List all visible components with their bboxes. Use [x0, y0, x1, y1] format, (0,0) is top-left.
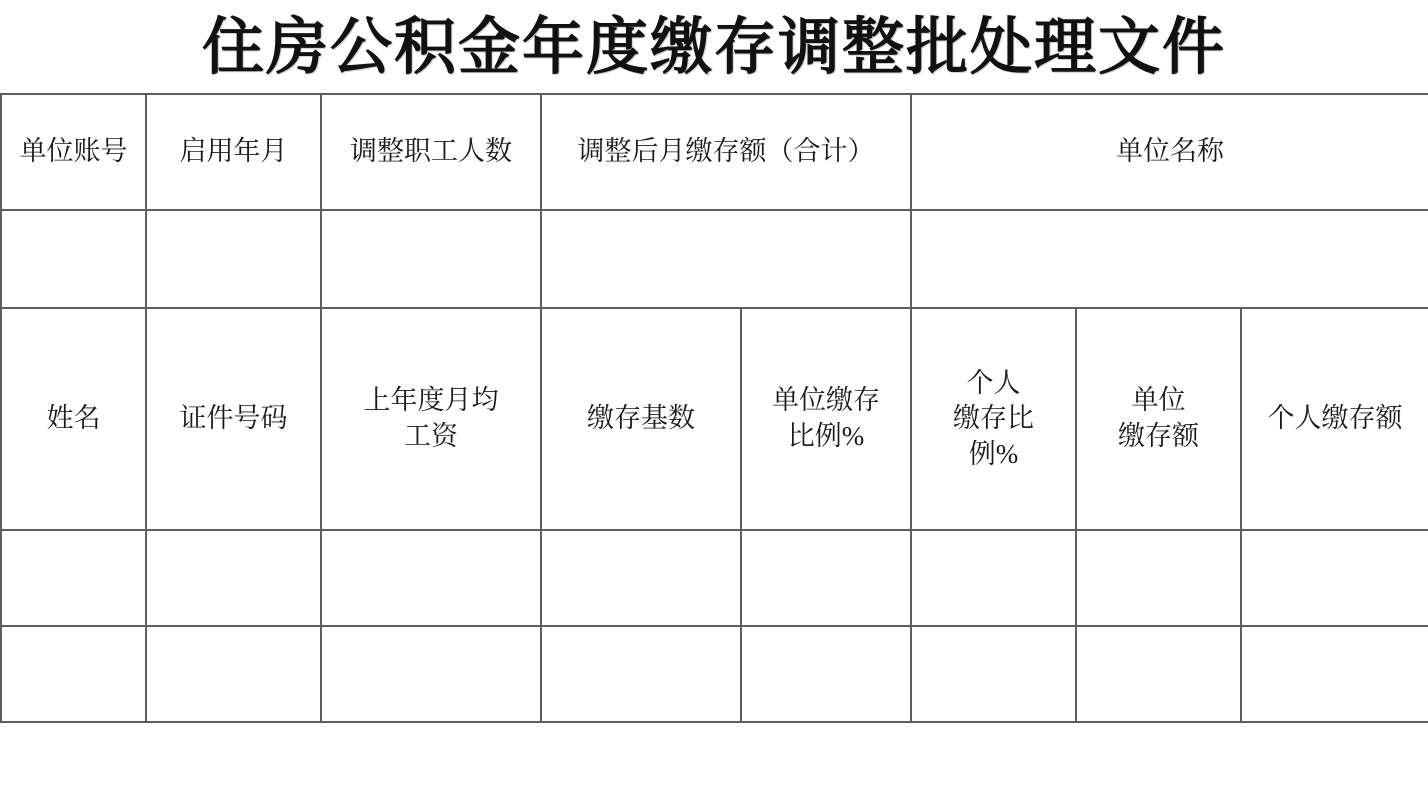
cell-start-month-value[interactable]	[146, 210, 321, 308]
cell-id-number[interactable]	[146, 626, 321, 722]
cell-unit-name-value[interactable]	[911, 210, 1428, 308]
col-header-prev-year-avg-salary	[321, 308, 541, 530]
housing-fund-adjustment-table	[0, 93, 1428, 723]
col-header-deposit-base: 缴存基数	[541, 308, 741, 530]
cell-prev-year-avg-salary[interactable]	[321, 530, 541, 626]
col-header-unit-ratio-line2: 比例%	[787, 421, 865, 452]
col-header-prev-year-avg-salary-line1: 上年度月均	[363, 385, 499, 416]
col-header-personal-ratio-line2: 缴存比	[953, 403, 1034, 434]
col-header-unit-amount	[1076, 308, 1241, 530]
cell-unit-ratio[interactable]	[741, 530, 911, 626]
cell-personal-amount[interactable]	[1241, 530, 1428, 626]
col-header-unit-amount-line2: 缴存额	[1118, 421, 1199, 452]
cell-unit-amount[interactable]	[1076, 626, 1241, 722]
cell-prev-year-avg-salary[interactable]	[321, 626, 541, 722]
col-header-adjusted-monthly-total: 调整后月缴存额（合计）	[541, 94, 911, 210]
table-row-unit-header	[1, 94, 1428, 210]
cell-unit-amount[interactable]	[1076, 530, 1241, 626]
col-header-personal-amount: 个人缴存额	[1241, 308, 1428, 530]
cell-deposit-base[interactable]	[541, 530, 741, 626]
cell-id-number[interactable]	[146, 530, 321, 626]
cell-personal-amount[interactable]	[1241, 626, 1428, 722]
cell-name[interactable]	[1, 530, 146, 626]
col-header-personal-ratio-line3: 例%	[968, 438, 1019, 469]
col-header-unit-account: 单位账号	[1, 94, 146, 210]
cell-personal-ratio[interactable]	[911, 626, 1076, 722]
table-row	[1, 530, 1428, 626]
col-header-unit-ratio-line1: 单位缴存	[772, 385, 880, 416]
table-row-detail-header	[1, 308, 1428, 530]
cell-adjusted-employee-count-value[interactable]	[321, 210, 541, 308]
col-header-unit-name: 单位名称	[911, 94, 1428, 210]
col-header-name: 姓名	[1, 308, 146, 530]
col-header-unit-ratio	[741, 308, 911, 530]
cell-personal-ratio[interactable]	[911, 530, 1076, 626]
cell-adjusted-monthly-total-value[interactable]	[541, 210, 911, 308]
cell-deposit-base[interactable]	[541, 626, 741, 722]
table-row	[1, 626, 1428, 722]
cell-name[interactable]	[1, 626, 146, 722]
col-header-unit-amount-line1: 单位	[1131, 385, 1186, 416]
col-header-adjusted-employee-count: 调整职工人数	[321, 94, 541, 210]
table-row-unit-values	[1, 210, 1428, 308]
page-title: 住房公积金年度缴存调整批处理文件	[201, 14, 1226, 82]
document-page	[0, 16, 1428, 799]
col-header-personal-ratio	[911, 308, 1076, 530]
cell-unit-account-value[interactable]	[1, 210, 146, 308]
col-header-personal-ratio-line1: 个人	[966, 367, 1021, 398]
col-header-prev-year-avg-salary-line2: 工资	[404, 421, 458, 452]
cell-unit-ratio[interactable]	[741, 626, 911, 722]
col-header-start-month: 启用年月	[146, 94, 321, 210]
col-header-id-number: 证件号码	[146, 308, 321, 530]
